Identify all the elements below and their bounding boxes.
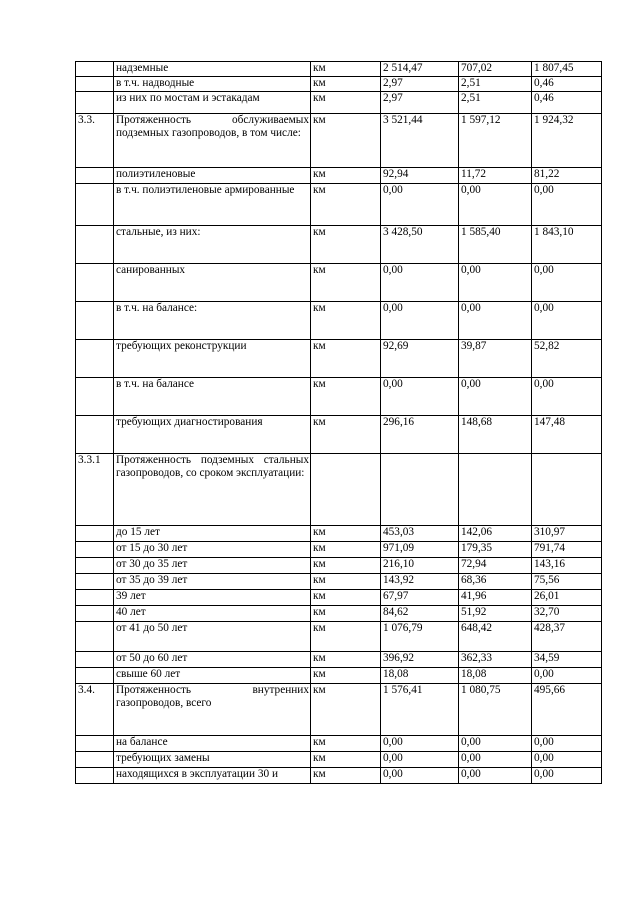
row-name: 40 лет [114,606,311,622]
row-unit: км [311,606,381,622]
row-value-1: 18,08 [459,668,532,684]
row-unit: км [311,526,381,542]
row-total-value: 971,09 [381,542,459,558]
row-total-value: 2,97 [381,92,459,114]
table-row [76,114,602,168]
table-row [76,736,602,752]
row-unit: км [311,168,381,184]
table-row [76,622,602,652]
row-value-1: 1 585,40 [459,226,532,264]
table-row [76,226,602,264]
row-value-2: 143,16 [532,558,602,574]
table-row [76,526,602,542]
table-row [76,340,602,378]
row-value-2: 147,48 [532,416,602,454]
table-row [76,542,602,558]
row-number [76,92,114,114]
row-unit: км [311,62,381,77]
row-number [76,652,114,668]
row-name: требующих замены [114,752,311,768]
table-row [76,264,602,302]
row-unit: км [311,226,381,264]
row-value-2: 0,00 [532,668,602,684]
row-unit: км [311,668,381,684]
row-value-1 [459,454,532,526]
row-total-value: 296,16 [381,416,459,454]
row-name: от 50 до 60 лет [114,652,311,668]
table-body [76,62,602,784]
row-name: от 41 до 50 лет [114,622,311,652]
row-total-value: 0,00 [381,378,459,416]
row-value-2: 0,00 [532,736,602,752]
row-value-1: 148,68 [459,416,532,454]
table-row [76,184,602,226]
row-value-1: 0,00 [459,378,532,416]
row-total-value: 1 076,79 [381,622,459,652]
row-name: в т.ч. на балансе: [114,302,311,340]
row-total-value: 3 521,44 [381,114,459,168]
row-name: 39 лет [114,590,311,606]
row-number [76,302,114,340]
table-row [76,684,602,736]
row-value-1: 0,00 [459,736,532,752]
row-unit: км [311,114,381,168]
row-number [76,378,114,416]
row-value-2: 1 807,45 [532,62,602,77]
row-name: до 15 лет [114,526,311,542]
row-unit: км [311,302,381,340]
row-value-1: 707,02 [459,62,532,77]
row-name: Протяженность подземных стальных газопроводов, со сроком эксплуатации: [114,454,311,526]
row-unit: км [311,574,381,590]
row-number [76,590,114,606]
row-value-2: 495,66 [532,684,602,736]
row-value-2: 0,00 [532,302,602,340]
table-row [76,768,602,784]
table-row [76,378,602,416]
row-name: от 35 до 39 лет [114,574,311,590]
row-unit: км [311,92,381,114]
row-value-1: 39,87 [459,340,532,378]
row-value-2: 26,01 [532,590,602,606]
table-row [76,302,602,340]
row-total-value: 0,00 [381,736,459,752]
row-value-2: 75,56 [532,574,602,590]
row-total-value: 67,97 [381,590,459,606]
row-unit: км [311,768,381,784]
table-row [76,652,602,668]
row-value-1: 179,35 [459,542,532,558]
row-name: свыше 60 лет [114,668,311,684]
row-value-1: 0,00 [459,184,532,226]
row-total-value: 0,00 [381,184,459,226]
table-row [76,752,602,768]
row-total-value [381,454,459,526]
row-total-value: 92,94 [381,168,459,184]
row-value-1: 68,36 [459,574,532,590]
row-value-1: 142,06 [459,526,532,542]
row-name: находящихся в эксплуатации 30 и [114,768,311,784]
row-value-2: 428,37 [532,622,602,652]
row-value-1: 0,00 [459,752,532,768]
row-value-1: 648,42 [459,622,532,652]
table-row [76,62,602,77]
row-name: от 15 до 30 лет [114,542,311,558]
row-unit: км [311,264,381,302]
row-value-2: 0,00 [532,752,602,768]
row-name: Протяженность внутренних газопроводов, всего [114,684,311,736]
row-total-value: 453,03 [381,526,459,542]
row-name: требующих реконструкции [114,340,311,378]
row-number [76,752,114,768]
row-unit: км [311,590,381,606]
row-total-value: 0,00 [381,264,459,302]
row-number [76,736,114,752]
row-number [76,768,114,784]
row-total-value: 2 514,47 [381,62,459,77]
row-total-value: 92,69 [381,340,459,378]
row-value-2: 0,46 [532,92,602,114]
table-row [76,92,602,114]
row-value-1: 0,00 [459,768,532,784]
row-total-value: 0,00 [381,302,459,340]
row-number [76,184,114,226]
row-total-value: 143,92 [381,574,459,590]
row-unit: км [311,184,381,226]
row-value-2: 0,00 [532,264,602,302]
row-name: из них по мостам и эстакадам [114,92,311,114]
row-total-value: 18,08 [381,668,459,684]
row-number [76,622,114,652]
row-value-2: 34,59 [532,652,602,668]
row-number [76,340,114,378]
row-value-2: 32,70 [532,606,602,622]
row-value-1: 2,51 [459,77,532,92]
row-number [76,226,114,264]
row-value-1: 1 080,75 [459,684,532,736]
row-total-value: 3 428,50 [381,226,459,264]
row-unit: км [311,684,381,736]
row-number [76,526,114,542]
row-number [76,574,114,590]
row-value-1: 2,51 [459,92,532,114]
row-number: 3.4. [76,684,114,736]
table-row [76,668,602,684]
table-row [76,416,602,454]
row-number [76,264,114,302]
row-value-1: 11,72 [459,168,532,184]
row-value-2: 791,74 [532,542,602,558]
row-unit [311,454,381,526]
row-name: требующих диагностирования [114,416,311,454]
row-value-1: 72,94 [459,558,532,574]
row-value-2: 0,00 [532,768,602,784]
row-value-2: 0,46 [532,77,602,92]
row-unit: км [311,622,381,652]
row-value-2: 1 843,10 [532,226,602,264]
row-name: в т.ч. надводные [114,77,311,92]
row-total-value: 0,00 [381,752,459,768]
table-row [76,558,602,574]
row-total-value: 84,62 [381,606,459,622]
row-number [76,416,114,454]
row-unit: км [311,416,381,454]
row-value-2: 81,22 [532,168,602,184]
row-number: 3.3. [76,114,114,168]
row-value-2: 310,97 [532,526,602,542]
row-unit: км [311,558,381,574]
row-unit: км [311,77,381,92]
row-value-1: 362,33 [459,652,532,668]
row-number [76,558,114,574]
table-row [76,454,602,526]
table-row [76,77,602,92]
row-value-1: 51,92 [459,606,532,622]
row-value-1: 0,00 [459,302,532,340]
row-unit: км [311,340,381,378]
table-row [76,574,602,590]
row-total-value: 0,00 [381,768,459,784]
row-number [76,168,114,184]
row-number [76,668,114,684]
row-unit: км [311,652,381,668]
row-value-1: 1 597,12 [459,114,532,168]
table-row [76,168,602,184]
row-total-value: 1 576,41 [381,684,459,736]
row-unit: км [311,736,381,752]
row-total-value: 2,97 [381,77,459,92]
row-number [76,77,114,92]
row-name: на балансе [114,736,311,752]
data-table [75,61,602,784]
row-value-2: 1 924,32 [532,114,602,168]
row-name: в т.ч. на балансе [114,378,311,416]
row-value-1: 0,00 [459,264,532,302]
row-total-value: 396,92 [381,652,459,668]
row-value-2: 0,00 [532,378,602,416]
row-name: от 30 до 35 лет [114,558,311,574]
row-value-2 [532,454,602,526]
row-unit: км [311,542,381,558]
row-value-2: 0,00 [532,184,602,226]
row-name: полиэтиленовые [114,168,311,184]
row-unit: км [311,752,381,768]
table-row [76,606,602,622]
row-name: в т.ч. полиэтиленовые армированные [114,184,311,226]
row-unit: км [311,378,381,416]
row-value-2: 52,82 [532,340,602,378]
row-number [76,606,114,622]
row-name: стальные, из них: [114,226,311,264]
row-value-1: 41,96 [459,590,532,606]
row-number [76,542,114,558]
row-name: Протяженность обслуживаемых подземных газопроводов, в том числе: [114,114,311,168]
row-name: надземные [114,62,311,77]
table-row [76,590,602,606]
row-number [76,62,114,77]
row-number: 3.3.1 [76,454,114,526]
row-name: санированных [114,264,311,302]
row-total-value: 216,10 [381,558,459,574]
